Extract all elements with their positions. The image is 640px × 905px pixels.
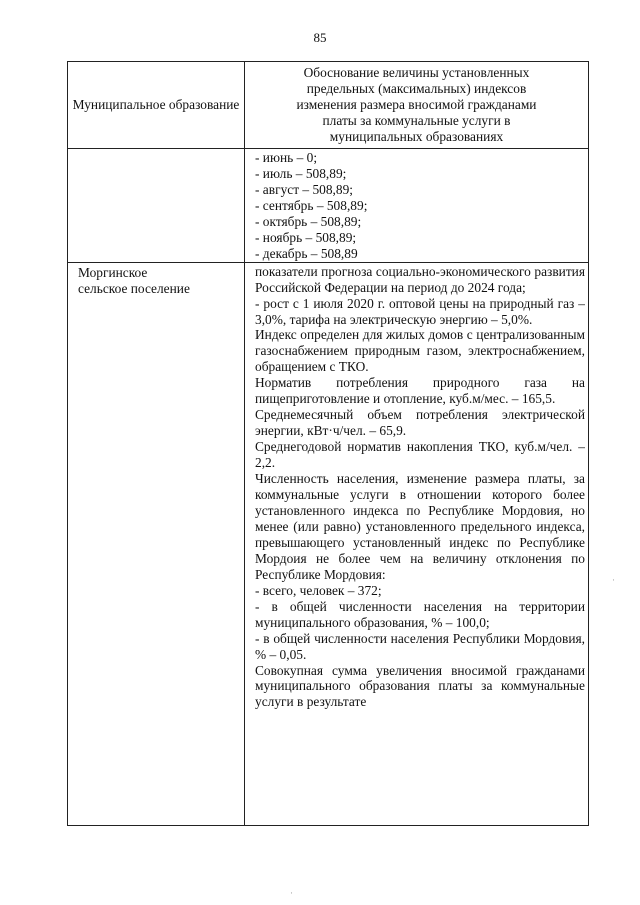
paragraph: Индекс определен для жилых домов с централизованным газоснабжением природным газом, электроснабжением, обращением с ТКО. xyxy=(255,327,585,375)
municipality-name-line: Моргинское xyxy=(78,264,148,280)
table-row-morginskoe xyxy=(68,262,589,825)
list-item: - июнь – 0; xyxy=(255,150,318,165)
header-justification-line: Обоснование величины установленных xyxy=(303,65,530,80)
paragraph: показатели прогноза социально-экономического развития Российской Федерации на период до 2024 года; xyxy=(255,263,585,295)
header-municipality-line: образование xyxy=(168,97,240,113)
list-item: - декабрь – 508,89 xyxy=(255,245,358,261)
continuation-municipality-cell xyxy=(68,149,245,263)
municipality-name-line: сельское поселение xyxy=(78,280,190,296)
paragraph: Численность населения, изменение размера платы, за коммунальные услуги в отношении которого более установленного индекса по Республике Мордовия, но менее (или равно) установленного предельного индекса, превышающего установленный индекс по Республике Мордоия не более чем на величину отклонения по Республике Мордовия: xyxy=(255,471,585,582)
header-municipality-line: Муниципальное xyxy=(72,97,166,113)
paragraph: Норматив потребления природного газа на пищеприготовление и отопление, куб.м/мес. – 165,5. xyxy=(255,375,585,407)
scan-speck: · xyxy=(290,888,293,898)
paragraph: - рост с 1 июля 2020 г. оптовой цены на природный газ – 3,0%, тарифа на электрическую энергию – 5,0%. xyxy=(255,295,585,327)
paragraph: Среднегодовой норматив накопления ТКО, куб.м/чел. – 2,2. xyxy=(255,439,585,471)
header-justification-line: изменения размера вносимой гражданами xyxy=(296,96,537,112)
municipality-name-cell xyxy=(68,262,245,825)
table-header-row xyxy=(68,62,589,149)
page-number: 85 xyxy=(313,30,327,45)
header-justification xyxy=(245,62,589,149)
paragraph: - всего, человек – 372; xyxy=(255,582,382,598)
paragraph: - в общей численности населения на территории муниципального образования, % – 100,0; xyxy=(255,598,585,630)
continuation-text-cell xyxy=(245,149,589,263)
list-item: - июль – 508,89; xyxy=(255,165,347,181)
table-row-continuation xyxy=(68,149,589,263)
list-item: - ноябрь – 508,89; xyxy=(255,229,357,245)
justification-table xyxy=(67,61,589,826)
justification-text-cell xyxy=(245,262,589,825)
paragraph: Среднемесячный объем потребления электрической энергии, кВт·ч/чел. – 65,9. xyxy=(255,407,585,439)
header-municipality xyxy=(68,62,245,149)
paragraph: Совокупная сумма увеличения вносимой гражданами муниципального образования платы за коммунальные услуги в результате xyxy=(255,662,585,710)
header-justification-line: муниципальных образованиях xyxy=(329,128,504,144)
list-item: - сентябрь – 508,89; xyxy=(255,197,368,213)
list-item: - октябрь – 508,89; xyxy=(255,213,362,229)
scan-speck: · xyxy=(612,575,615,585)
header-justification-line: предельных (максимальных) индексов xyxy=(306,80,527,96)
header-justification-line: платы за коммунальные услуги в xyxy=(322,112,511,128)
list-item: - август – 508,89; xyxy=(255,181,353,197)
paragraph: - в общей численности населения Республики Мордовия, % – 0,05. xyxy=(255,630,585,662)
